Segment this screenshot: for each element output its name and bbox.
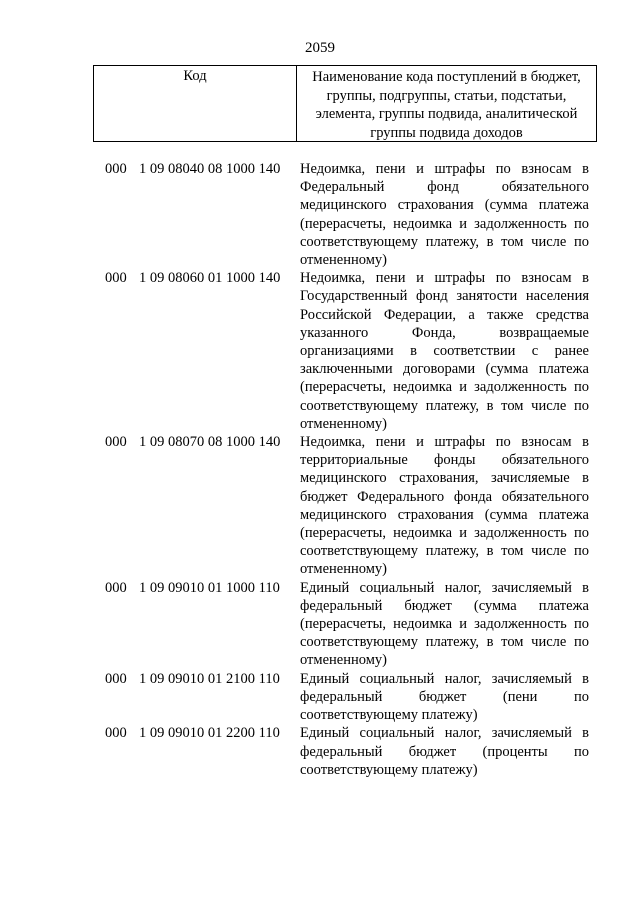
header-code-column: Код	[94, 66, 297, 141]
row-admin-code: 000	[105, 579, 127, 596]
table-row	[93, 579, 597, 670]
table-row	[93, 269, 597, 433]
row-description: Недоимка, пени и штрафы по взносам в территориальные фонды обязательного медицинского страхования, зачисляемые в бюджет Федерального фонда обязательного медицинского страхования (сумма платежа (перерасчеты, недоимка и задолженность по соответствующему платежу, в том числе по отмененному)	[300, 434, 589, 578]
table-header	[93, 65, 597, 142]
row-description: Единый социальный налог, зачисляемый в федеральный бюджет (сумма платежа (перерасчеты, недоимка и задолженность по соответствующему платежу, в том числе по отмененному)	[300, 579, 589, 669]
row-admin-code: 000	[105, 725, 127, 742]
header-name-column: Наименование кода поступлений в бюджет, группы, подгруппы, статьи, подстатьи, элемента, группы подвида, аналитической группы подвида доходов	[312, 69, 581, 141]
row-admin-code: 000	[105, 270, 127, 287]
table-row	[93, 670, 597, 725]
row-admin-code: 000	[105, 161, 127, 177]
row-revenue-code: 1 09 08040 08 1000 140	[139, 161, 281, 177]
table-row	[93, 724, 597, 779]
table-row	[93, 160, 597, 269]
row-description: Единый социальный налог, зачисляемый в федеральный бюджет (проценты по соответствующему платежу)	[300, 725, 589, 778]
row-revenue-code: 1 09 09010 01 1000 110	[139, 579, 280, 596]
page-number: 2059	[305, 40, 335, 56]
table-row	[93, 433, 597, 579]
row-revenue-code: 1 09 08060 01 1000 140	[139, 270, 281, 287]
row-description: Недоимка, пени и штрафы по взносам в Федеральный фонд обязательного медицинского страхования (сумма платежа (перерасчеты, недоимка и задолженность по соответствующему платежу, в том числе по отмененному)	[300, 161, 589, 269]
row-revenue-code: 1 09 09010 01 2100 110	[139, 670, 280, 687]
row-admin-code: 000	[105, 434, 127, 451]
row-description: Недоимка, пени и штрафы по взносам в Государственный фонд занятости населения Российской Федерации, а также средства указанного Фонда, возвращаемые организациями в соответствии с ранее заключенными договорами (сумма платежа (перерасчеты, недоимка и задолженность по соответствующему платежу, в том числе по отмененному)	[300, 270, 589, 432]
table-body	[93, 160, 597, 779]
row-admin-code: 000	[105, 670, 127, 687]
row-revenue-code: 1 09 09010 01 2200 110	[139, 725, 280, 742]
row-revenue-code: 1 09 08070 08 1000 140	[139, 434, 281, 451]
row-description: Единый социальный налог, зачисляемый в федеральный бюджет (пени по соответствующему платежу)	[300, 670, 589, 724]
